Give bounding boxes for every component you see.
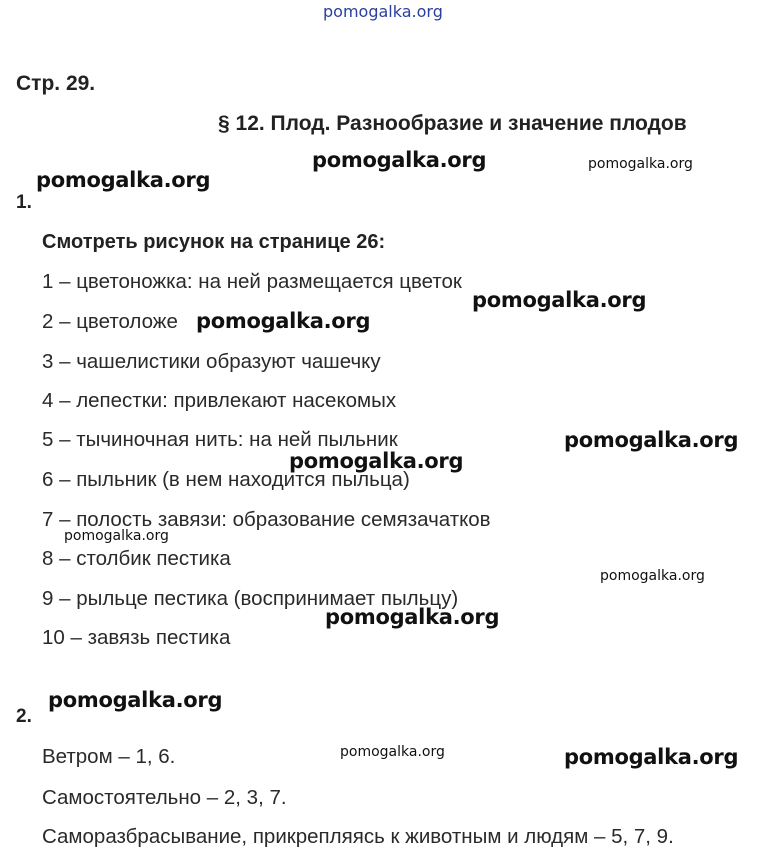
watermark: pomogalka.org <box>196 309 371 333</box>
watermark: pomogalka.org <box>588 156 693 172</box>
task-number-1: 1. <box>16 192 32 213</box>
answer-line: 4 – лепестки: привлекают насекомых <box>42 389 397 412</box>
answer-line: Ветром – 1, 6. <box>42 745 176 768</box>
answer-line: 8 – столбик пестика <box>42 547 231 570</box>
task-1-subheading: Смотреть рисунок на странице 26: <box>42 231 386 253</box>
watermark: pomogalka.org <box>600 568 705 584</box>
watermark: pomogalka.org <box>340 744 445 760</box>
task-number-2: 2. <box>16 706 32 727</box>
site-link[interactable]: pomogalka.org <box>323 2 443 21</box>
answer-line: Саморазбрасывание, прикрепляясь к животным и людям – 5, 7, 9. <box>42 825 674 848</box>
answer-line: 2 – цветоложе <box>42 310 178 333</box>
answer-line: 10 – завязь пестика <box>42 626 231 649</box>
watermark: pomogalka.org <box>289 449 464 473</box>
section-title: § 12. Плод. Разнообразие и значение плодов <box>218 112 687 135</box>
watermark: pomogalka.org <box>36 168 211 192</box>
watermark: pomogalka.org <box>564 428 739 452</box>
watermark: pomogalka.org <box>48 688 223 712</box>
answer-line: 6 – пыльник (в нем находится пыльца) <box>42 468 410 491</box>
watermark: pomogalka.org <box>312 148 487 172</box>
watermark: pomogalka.org <box>64 528 169 544</box>
answer-line: 1 – цветоножка: на ней размещается цветок <box>42 270 462 293</box>
answer-line: 3 – чашелистики образуют чашечку <box>42 350 381 373</box>
answer-line: 9 – рыльце пестика (воспринимает пыльцу) <box>42 587 459 610</box>
answer-line: Самостоятельно – 2, 3, 7. <box>42 786 287 809</box>
watermark: pomogalka.org <box>325 605 500 629</box>
answer-line: 7 – полость завязи: образование семязачатков <box>42 508 491 531</box>
watermark: pomogalka.org <box>472 288 647 312</box>
page-reference: Стр. 29. <box>16 72 96 95</box>
answer-line: 5 – тычиночная нить: на ней пыльник <box>42 428 398 451</box>
watermark: pomogalka.org <box>564 745 739 769</box>
